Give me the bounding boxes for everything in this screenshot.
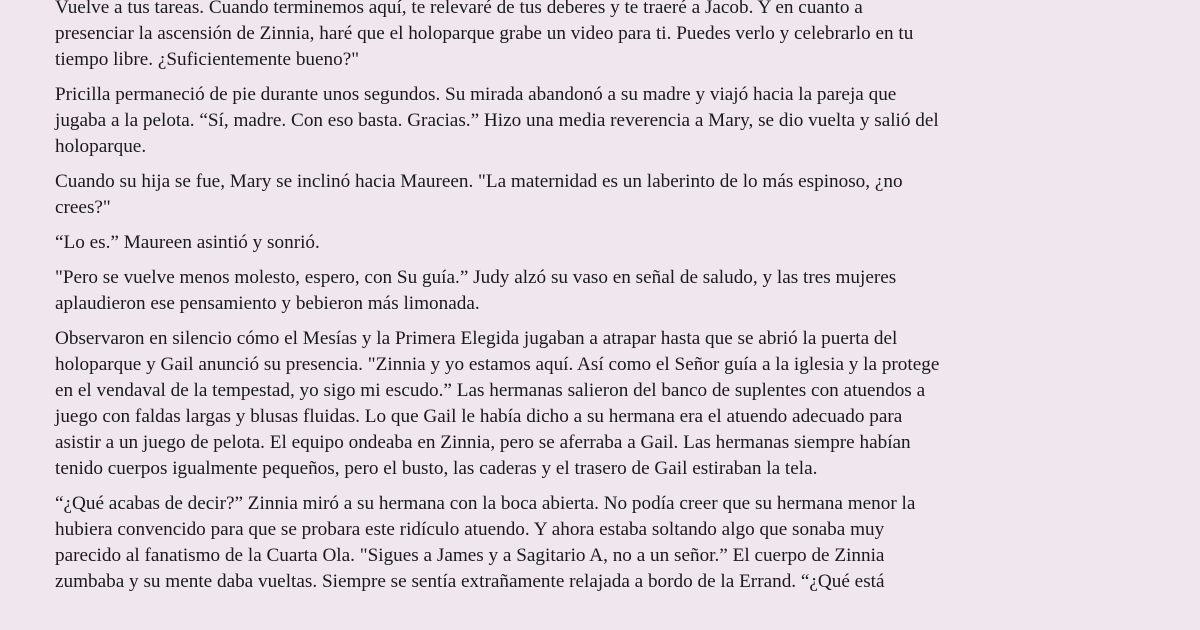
body-text: [55, 0, 1200, 604]
paragraph: [55, 230, 1200, 256]
paragraph: [55, 491, 1200, 595]
paragraph: [55, 82, 1200, 160]
text-line: “Lo es.” Maureen asintió y sonrió.: [55, 232, 320, 253]
paragraph: [55, 265, 1200, 317]
paragraph: [55, 0, 1200, 73]
text-line: "Pero se vuelve menos molesto, espero, con Su guía.” Judy alzó su vaso en señal de saludo, y las tres mujeres: [55, 267, 897, 288]
text-line: Cuando su hija se fue, Mary se inclinó hacia Maureen. "La maternidad es un laberinto de lo más espinoso, ¿no: [55, 171, 903, 192]
text-line: “¿Qué acabas de decir?” Zinnia miró a su hermana con la boca abierta. No podía creer que su hermana menor la: [55, 493, 916, 514]
text-line: presenciar la ascensión de Zinnia, haré que el holoparque grabe un video para ti. Puedes verlo y celebrarlo en tu: [55, 23, 914, 44]
text-line: holoparque y Gail anunció su presencia. "Zinnia y yo estamos aquí. Así como el Señor guía a la iglesia y la protege: [55, 354, 940, 375]
text-line: hubiera convencido para que se probara este ridículo atuendo. Y ahora estaba soltando algo que sonaba muy: [55, 519, 885, 540]
text-line: jugaba a la pelota. “Sí, madre. Con eso basta. Gracias.” Hizo una media reverencia a Mary, se dio vuelta y salió del: [55, 110, 939, 131]
text-line: asistir a un juego de pelota. El equipo ondeaba en Zinnia, pero se aferraba a Gail. Las hermanas siempre habían: [55, 432, 911, 453]
text-line: crees?": [55, 197, 111, 218]
text-line: Vuelve a tus tareas. Cuando terminemos aquí, te relevaré de tus deberes y te traeré a Jacob. Y en cuanto a: [55, 0, 863, 18]
text-line: holoparque.: [55, 136, 147, 157]
text-line: juego con faldas largas y blusas fluidas. Lo que Gail le había dicho a su hermana era el atuendo adecuado para: [55, 406, 903, 427]
text-line: zumbaba y su mente daba vueltas. Siempre se sentía extrañamente relajada a bordo de la Errand. “¿Qué está: [55, 571, 885, 592]
text-line: aplaudieron ese pensamiento y bebieron más limonada.: [55, 293, 480, 314]
text-line: en el vendaval de la tempestad, yo sigo mi escudo.” Las hermanas salieron del banco de suplentes con atuendos a: [55, 380, 926, 401]
paragraph: [55, 326, 1200, 482]
paragraph: [55, 169, 1200, 221]
text-line: tenido cuerpos igualmente pequeños, pero el busto, las caderas y el trasero de Gail estiraban la tela.: [55, 458, 818, 479]
text-line: Pricilla permaneció de pie durante unos segundos. Su mirada abandonó a su madre y viajó hacia la pareja que: [55, 84, 897, 105]
text-line: parecido al fanatismo de la Cuarta Ola. "Sigues a James y a Sagitario A, no a un señor.” El cuerpo de Zinnia: [55, 545, 885, 566]
text-line: Observaron en silencio cómo el Mesías y la Primera Elegida jugaban a atrapar hasta que se abrió la puerta del: [55, 328, 898, 349]
text-line: tiempo libre. ¿Suficientemente bueno?": [55, 49, 360, 70]
